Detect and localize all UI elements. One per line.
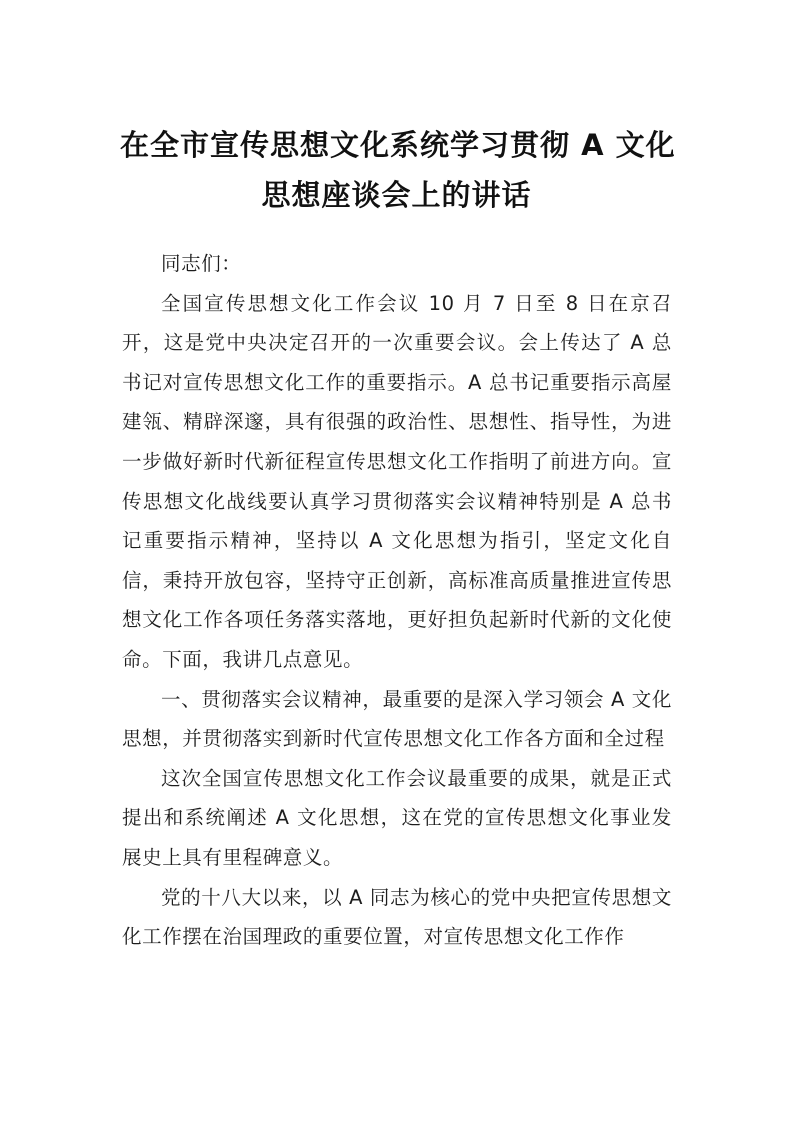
document-body xyxy=(122,244,672,957)
salutation: 同志们： xyxy=(161,252,242,275)
body-paragraph: 全国宣传思想文化工作会议 10 月 7 日至 8 日在京召开，这是党中央决定召开的一次重要会议。会上传达了 A 总书记对宣传思想文化工作的重要指示。A 总书记重要指示高屋建瓴、精辟深邃，具有很强的政治性、思想性、指导性，为进一步做好新时代新征程宣传思想文化工作指明了前进方向。宣传思想文化战线要认真学习贯彻落实会议精神特别是 A 总书记重要指示精神，坚持以 A 文化思想为指引，坚定文化自信，秉持开放包容，坚持守正创新，高标准高质量推进宣传思想文化工作各项任务落实落地，更好担负起新时代新的文化使命。下面，我讲几点意见。 xyxy=(122,291,672,671)
title-line-2: 思想座谈会上的讲话 xyxy=(261,178,532,212)
title-line-1: 在全市宣传思想文化系统学习贯彻 A 文化 xyxy=(120,128,676,162)
document-title xyxy=(120,120,676,220)
body-paragraph: 这次全国宣传思想文化工作会议最重要的成果，就是正式提出和系统阐述 A 文化思想，这在党的宣传思想文化事业发展史上具有里程碑意义。 xyxy=(122,766,672,869)
section-heading: 一、贯彻落实会议精神，最重要的是深入学习领会 A 文化思想，并贯彻落实到新时代宣传思想文化工作各方面和全过程 xyxy=(122,687,672,751)
body-paragraph: 党的十八大以来，以 A 同志为核心的党中央把宣传思想文化工作摆在治国理政的重要位置，对宣传思想文化工作作 xyxy=(122,885,672,949)
